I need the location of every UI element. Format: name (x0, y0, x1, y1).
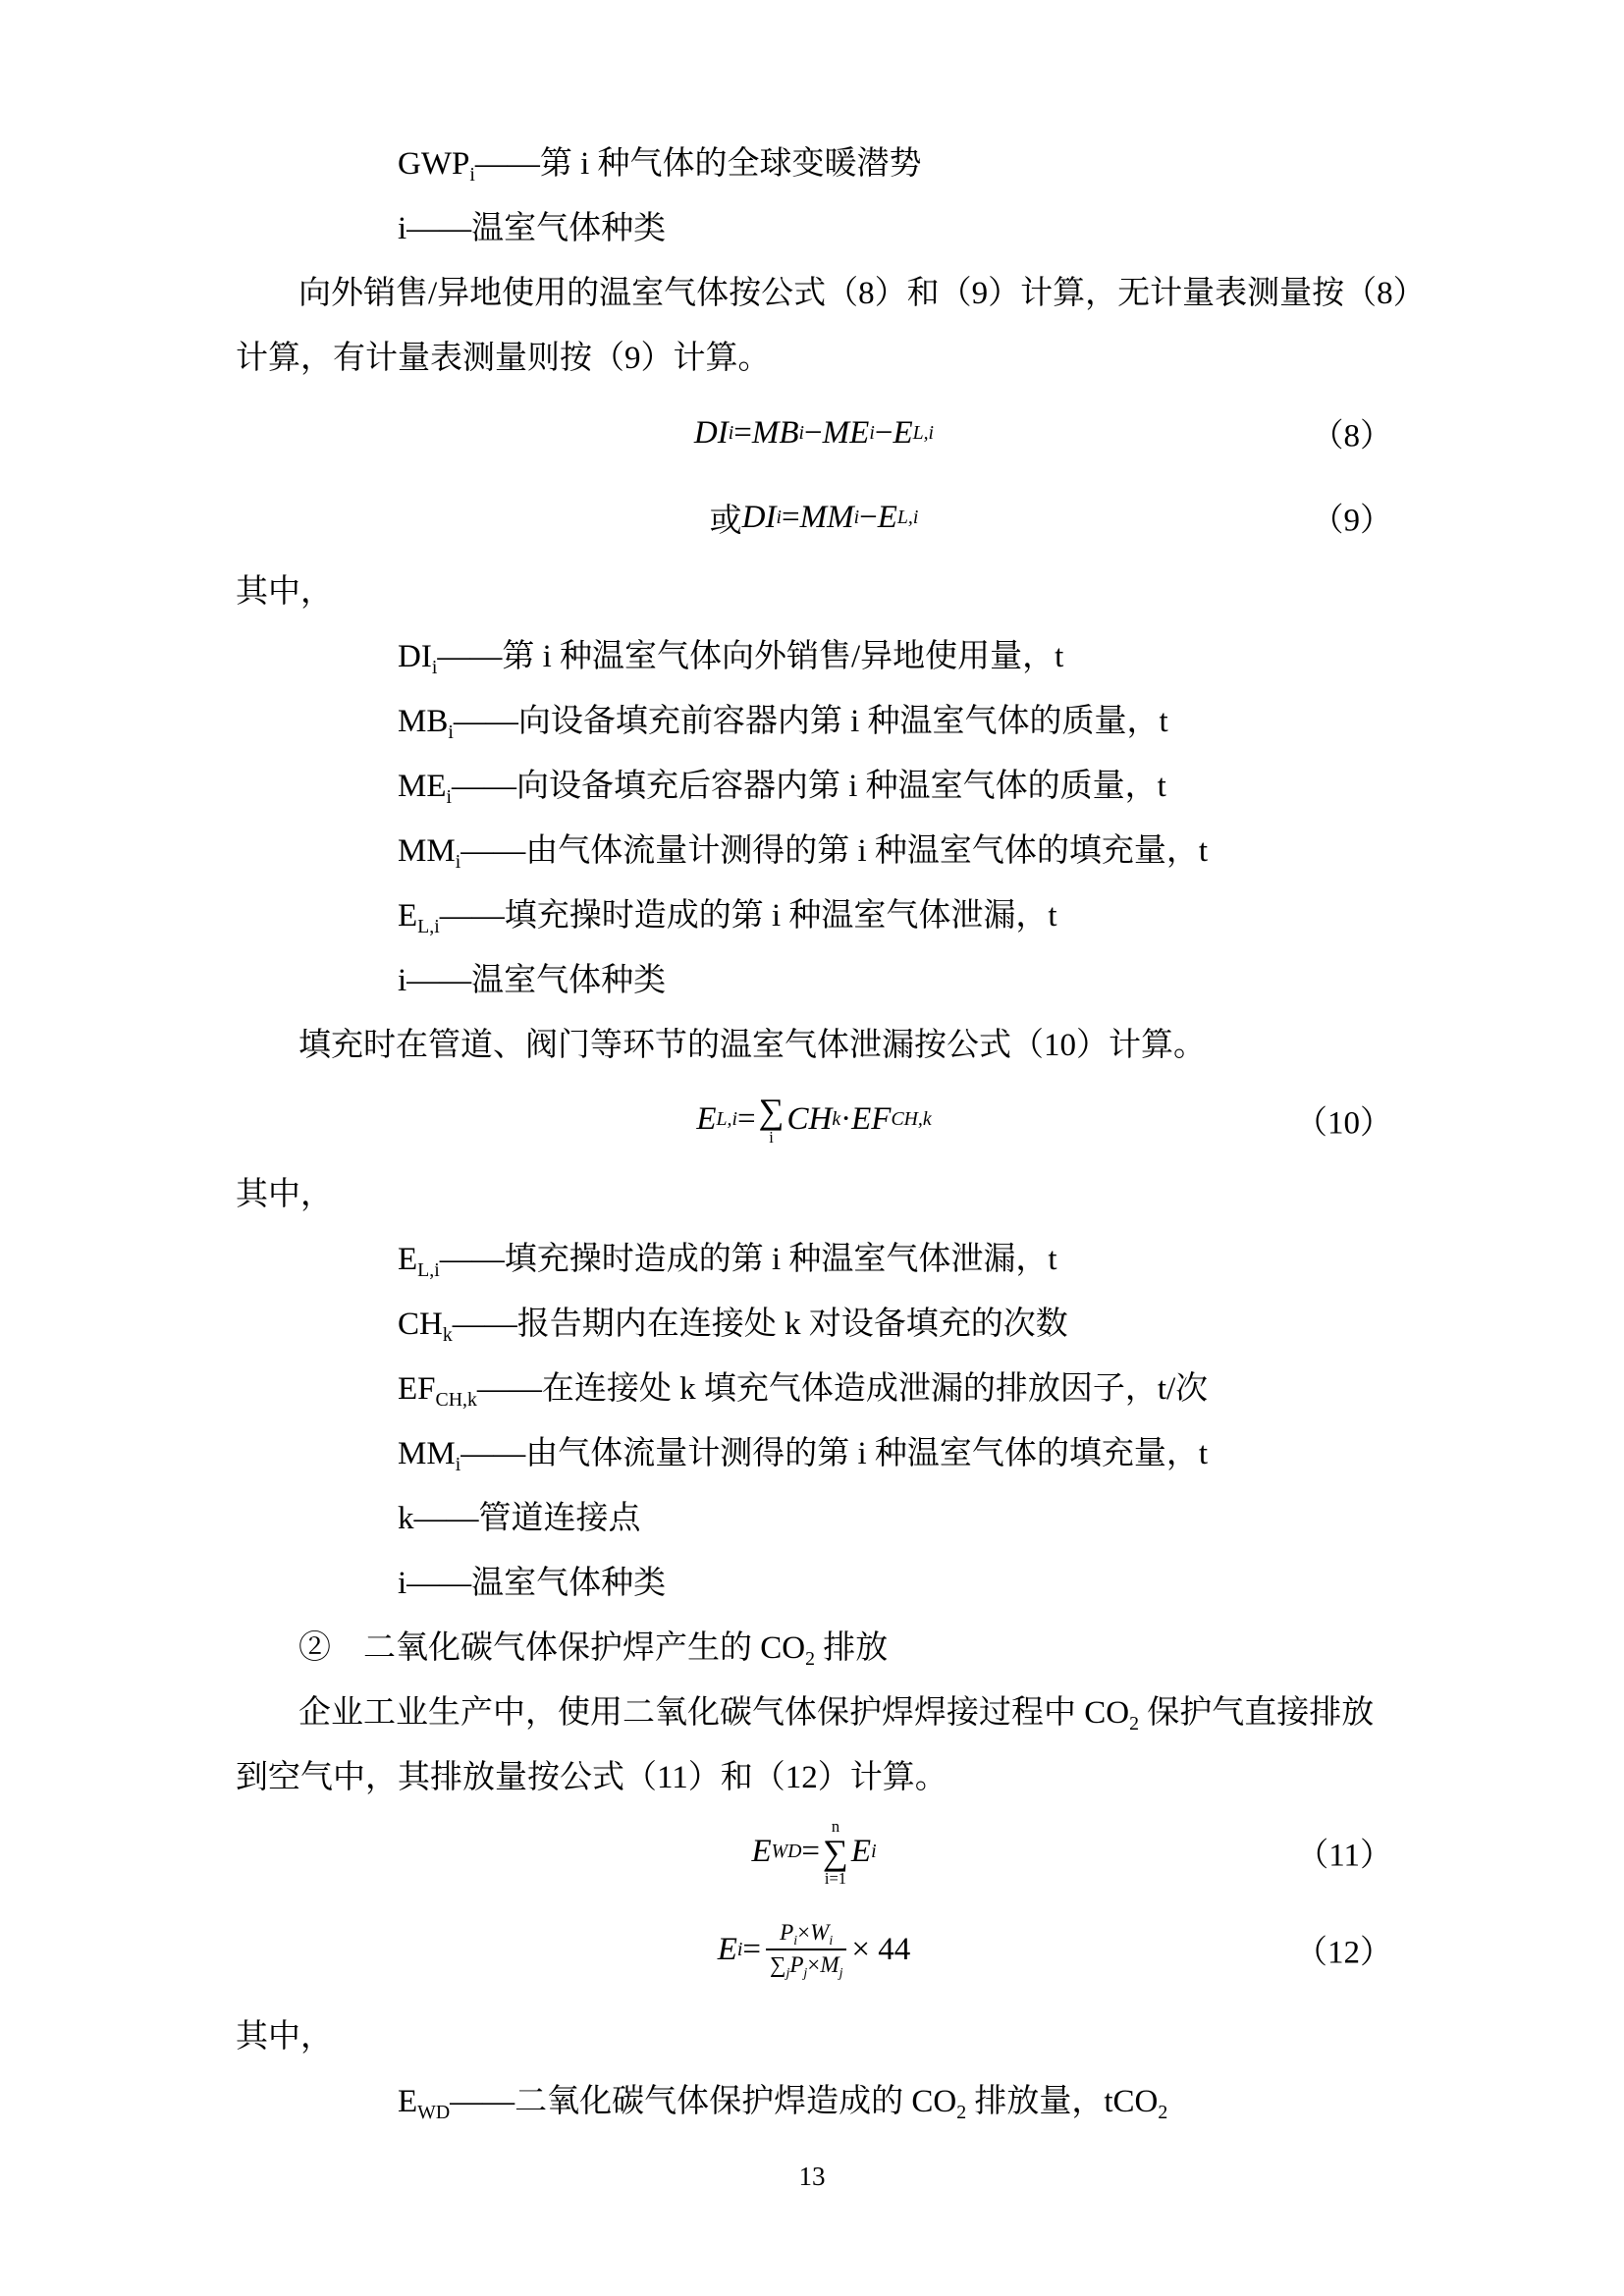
text-line (236, 1551, 1392, 1616)
text-line (236, 1162, 1392, 1227)
subscript: L,i (896, 506, 919, 528)
text-segment: ——第 i 种温室气体向外销售/异地使用量，t (437, 639, 1064, 674)
formula-body (751, 1818, 876, 1888)
subscript: 2 (1129, 1712, 1139, 1735)
text-segment: = (736, 1101, 756, 1138)
formula-body (694, 415, 934, 452)
subscript: i (871, 1841, 877, 1863)
math-var: M (820, 1951, 839, 1977)
subscript: i (455, 850, 461, 873)
fraction-numerator (776, 1918, 837, 1949)
sum-operator (823, 1818, 848, 1888)
text-segment: EF (398, 1371, 436, 1407)
text-segment: E (398, 2084, 418, 2119)
text-line (236, 1357, 1392, 1421)
sum-upper-limit: n (831, 1816, 840, 1836)
text-segment: i——温室气体种类 (398, 211, 667, 246)
text-line (236, 1681, 1392, 1745)
formula-number: （12） (1295, 1935, 1392, 1971)
text-line (236, 1616, 1392, 1681)
subscript: i (455, 1453, 461, 1475)
subscript: i (469, 163, 475, 186)
text-line (236, 1745, 1392, 1810)
formula-body (710, 495, 919, 541)
text-segment: 其中， (236, 1177, 333, 1212)
subscript: i (869, 421, 875, 444)
math-var: DI (693, 414, 729, 451)
text-line (236, 624, 1392, 689)
text-line (236, 1421, 1392, 1486)
subscript: i (448, 721, 454, 743)
text-segment: 向外销售/异地使用的温室气体按公式（8）和（9）计算，无计量表测量按（8） (298, 276, 1426, 311)
formula-body (718, 1918, 911, 1981)
fraction-denominator (766, 1949, 846, 1981)
text-segment: × 44 (851, 1931, 911, 1967)
text-segment: MM (398, 833, 456, 869)
text-segment: 其中， (236, 574, 333, 610)
subscript: i (776, 506, 782, 528)
math-var: CH (786, 1101, 833, 1138)
text-segment: 企业工业生产中，使用二氧化碳气体保护焊焊接过程中 CO (298, 1695, 1130, 1731)
math-var: EF (851, 1101, 892, 1138)
text-segment: MB (398, 704, 449, 739)
subscript: j (839, 1964, 843, 1980)
text-line (236, 196, 1392, 261)
text-segment: 其中， (236, 2019, 333, 2055)
math-var: MM (799, 499, 854, 535)
text-line (236, 948, 1392, 1013)
subscript: i (431, 656, 438, 678)
text-segment: 填充时在管道、阀门等环节的温室气体泄漏按公式（10）计算。 (298, 1028, 1206, 1063)
text-segment: ② 二氧化碳气体保护焊产生的 CO (298, 1630, 806, 1666)
text-segment: ——向设备填充后容器内第 i 种温室气体的质量，t (452, 769, 1166, 804)
math-var: E (696, 1101, 717, 1138)
text-segment: 到空气中，其排放量按公式（11）和（12）计算。 (236, 1760, 947, 1795)
text-segment: ∑ (769, 1951, 786, 1977)
text-segment: · (840, 1101, 852, 1138)
text-segment: i——温室气体种类 (398, 1566, 667, 1601)
formula-line (236, 475, 1392, 560)
text-line (236, 1486, 1392, 1551)
text-segment: E (398, 1242, 418, 1277)
subscript: i (829, 1932, 834, 1948)
text-line (236, 689, 1392, 754)
text-segment: ——向设备填充前容器内第 i 种温室气体的质量，t (453, 704, 1168, 739)
math-var: ME (822, 414, 870, 451)
text-segment: MM (398, 1436, 456, 1471)
text-segment: × (797, 1918, 811, 1945)
sum-lower-limit: i (769, 1128, 774, 1148)
math-var: W (810, 1918, 830, 1945)
math-var: E (850, 1834, 872, 1870)
math-var: P (780, 1918, 794, 1945)
text-segment: k——管道连接点 (398, 1501, 641, 1536)
formula-number: （8） (1311, 418, 1392, 454)
text-line (236, 1013, 1392, 1078)
text-line (236, 1292, 1392, 1357)
text-line (236, 1227, 1392, 1292)
text-line (236, 326, 1392, 391)
math-var: P (789, 1951, 804, 1977)
sigma-glyph: ∑ (758, 1092, 785, 1132)
subscript: i (728, 421, 734, 444)
math-var: E (877, 499, 897, 535)
text-segment: 排放 (814, 1630, 889, 1666)
math-var: E (893, 414, 913, 451)
math-var: E (751, 1834, 772, 1870)
subscript: L,i (417, 1258, 440, 1281)
subscript: i (793, 1932, 798, 1948)
math-var: DI (741, 499, 777, 535)
text-segment: − (804, 414, 823, 451)
formula-number: （10） (1295, 1105, 1392, 1142)
subscript: L,i (716, 1108, 737, 1131)
subscript: i (853, 506, 860, 528)
subscript: k (442, 1323, 453, 1346)
subscript: CH,k (891, 1108, 932, 1131)
formula-number: （9） (1311, 503, 1392, 539)
text-segment: ——二氧化碳气体保护焊造成的 CO (450, 2084, 957, 2119)
subscript: k (832, 1108, 841, 1131)
formula-line (236, 1078, 1392, 1162)
text-segment: 排放量，tCO (966, 2084, 1159, 2119)
text-segment: ——由气体流量计测得的第 i 种温室气体的填充量，t (460, 1436, 1209, 1471)
text-segment: − (859, 499, 878, 535)
page-number-footer: 13 (798, 2162, 826, 2191)
text-segment: ——报告期内在连接处 k 对设备填充的次数 (452, 1307, 1068, 1342)
formula-body (696, 1094, 931, 1147)
sum-operator (759, 1094, 785, 1147)
subscript: L,i (417, 915, 440, 937)
text-segment: 计算，有计量表测量则按（9）计算。 (236, 341, 771, 376)
text-segment: ——填充操时造成的第 i 种温室气体泄漏，t (439, 1242, 1057, 1277)
text-segment: 或 (709, 503, 742, 539)
subscript: WD (417, 2101, 451, 2123)
text-segment: 保护气直接排放 (1138, 1695, 1375, 1731)
text-segment: E (398, 898, 418, 934)
text-segment: CH (398, 1307, 443, 1342)
subscript: 2 (956, 2101, 967, 2123)
math-var: E (717, 1931, 737, 1967)
formula-number: （11） (1296, 1838, 1392, 1874)
text-segment: ——在连接处 k 填充气体造成泄漏的排放因子，t/次 (476, 1371, 1209, 1407)
text-line (236, 560, 1392, 624)
text-segment: ——由气体流量计测得的第 i 种温室气体的填充量，t (460, 833, 1209, 869)
subscript: 2 (805, 1647, 815, 1670)
text-segment: i——温室气体种类 (398, 963, 667, 998)
subscript: j (785, 1964, 790, 1980)
text-line (236, 2069, 1392, 2134)
text-line (236, 261, 1426, 326)
subscript: CH,k (435, 1388, 477, 1411)
fraction (766, 1918, 846, 1981)
text-segment: ——第 i 种气体的全球变暖潜势 (474, 146, 922, 182)
subscript: WD (771, 1841, 802, 1863)
formula-line (236, 1895, 1392, 2004)
text-line (236, 883, 1392, 948)
subscript: i (798, 421, 805, 444)
subscript: j (803, 1964, 808, 1980)
subscript: L,i (912, 421, 935, 444)
text-line (236, 754, 1392, 819)
formula-line (236, 1810, 1392, 1895)
text-segment: ME (398, 769, 447, 804)
text-segment: × (807, 1951, 821, 1977)
text-segment: = (801, 1834, 820, 1870)
formula-line (236, 391, 1392, 475)
text-segment: − (874, 414, 893, 451)
text-line (236, 2004, 1392, 2069)
math-var: MB (751, 414, 799, 451)
text-segment: DI (398, 639, 432, 674)
text-line (236, 132, 1392, 196)
subscript: i (736, 1938, 743, 1960)
text-segment: GWP (398, 146, 470, 182)
text-segment: = (742, 1931, 761, 1967)
subscript: i (446, 785, 452, 808)
text-line (236, 819, 1392, 883)
text-segment: ——填充操时造成的第 i 种温室气体泄漏，t (439, 898, 1057, 934)
sum-lower-limit: i=1 (824, 1869, 847, 1889)
text-segment: = (733, 414, 752, 451)
subscript: 2 (1158, 2101, 1168, 2123)
sigma-glyph: ∑ (823, 1832, 848, 1872)
text-segment: = (781, 499, 800, 535)
